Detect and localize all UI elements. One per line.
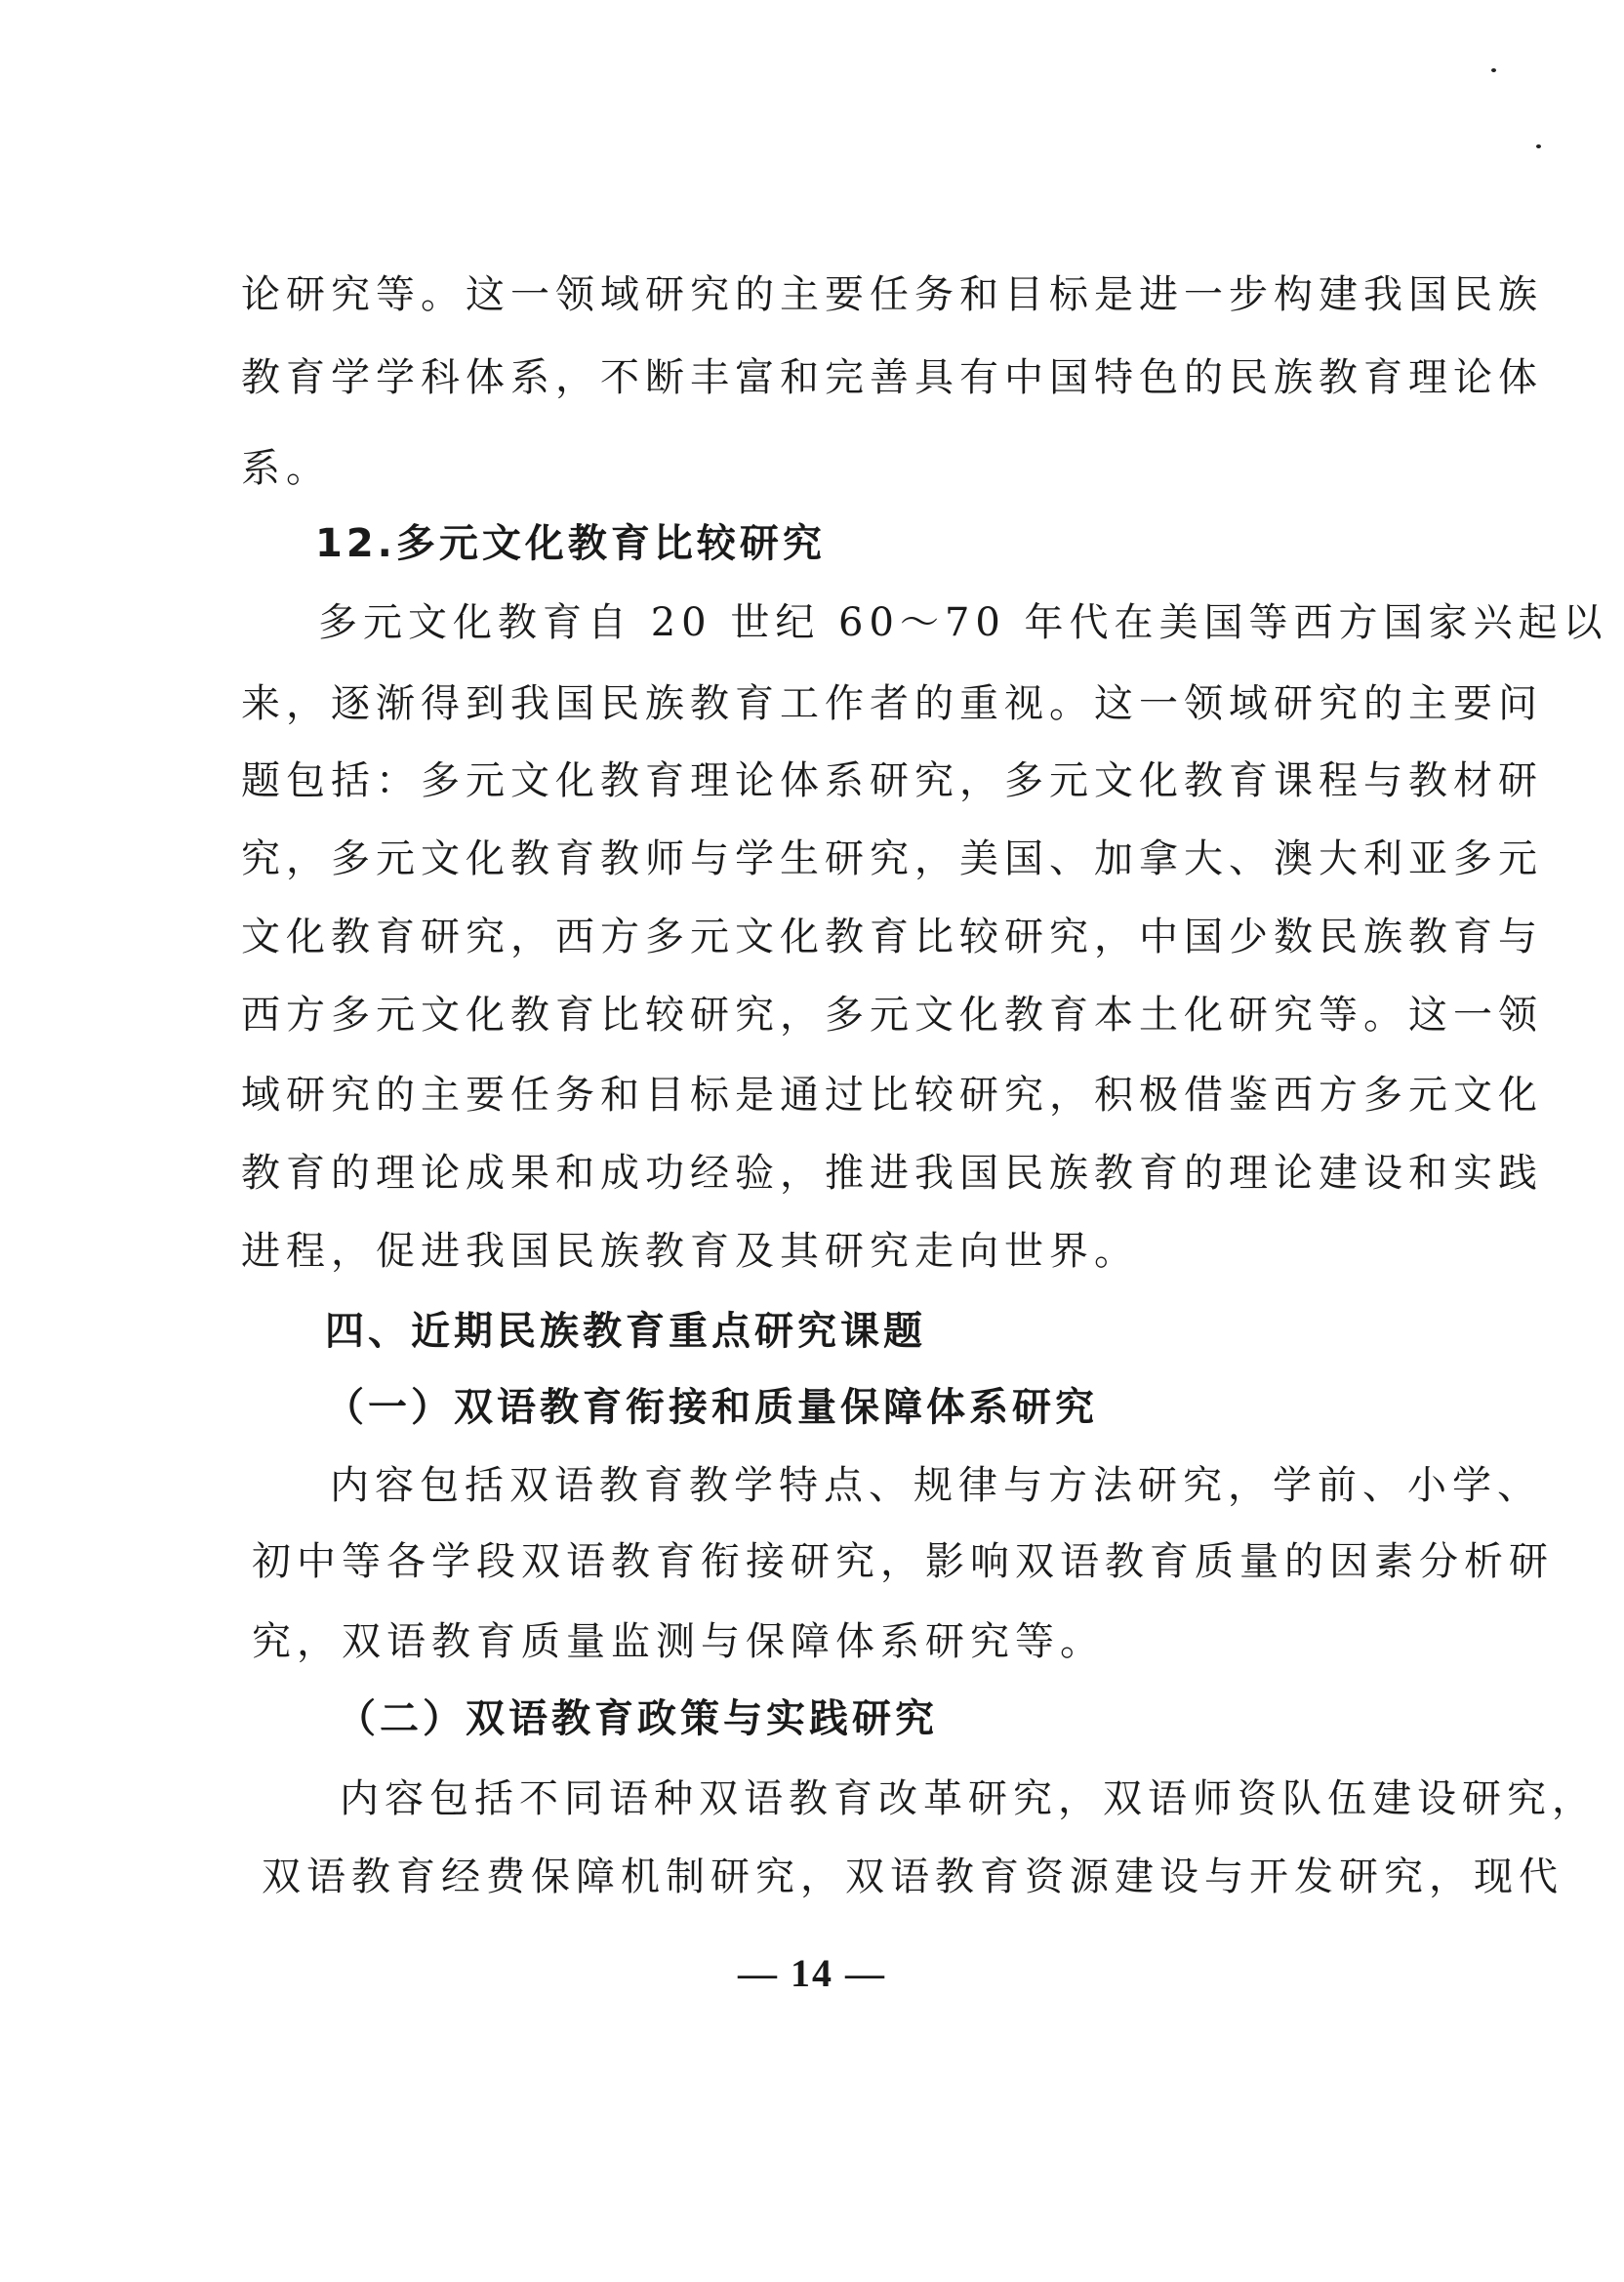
paragraph-line: 系。 — [241, 446, 331, 491]
paragraph-line: 多元文化教育自 20 世纪 60～70 年代在美国等西方国家兴起以 — [318, 600, 1608, 645]
paragraph-line: 教育的理论成果和成功经验，推进我国民族教育的理论建设和实践 — [241, 1151, 1543, 1196]
paragraph-line: 来，逐渐得到我国民族教育工作者的重视。这一领域研究的主要问 — [241, 681, 1543, 726]
paragraph-line: 初中等各学段双语教育衔接研究，影响双语教育质量的因素分析研 — [252, 1539, 1554, 1584]
paragraph-line: 究，双语教育质量监测与保障体系研究等。 — [252, 1619, 1105, 1664]
section-heading-4: 四、近期民族教育重点研究课题 — [325, 1309, 926, 1354]
subsection-heading-2: （二）双语教育政策与实践研究 — [337, 1696, 938, 1741]
paragraph-line: 内容包括双语教育教学特点、规律与方法研究，学前、小学、 — [330, 1463, 1542, 1508]
paragraph-line: 双语教育经费保障机制研究，双语教育资源建设与开发研究，现代 — [262, 1854, 1563, 1899]
paragraph-line: 西方多元文化教育比较研究，多元文化教育本土化研究等。这一领 — [241, 993, 1543, 1038]
paragraph-line: 究，多元文化教育教师与学生研究，美国、加拿大、澳大利亚多元 — [241, 836, 1543, 881]
section-heading-12: 12.多元文化教育比较研究 — [315, 521, 826, 566]
paragraph-line: 教育学学科体系，不断丰富和完善具有中国特色的民族教育理论体 — [241, 355, 1543, 400]
subsection-heading-1: （一）双语教育衔接和质量保障体系研究 — [325, 1385, 1098, 1430]
page-number: — 14 — — [738, 1951, 886, 1995]
paragraph-line: 进程，促进我国民族教育及其研究走向世界。 — [241, 1229, 1139, 1274]
paragraph-line: 域研究的主要任务和目标是通过比较研究，积极借鉴西方多元文化 — [241, 1073, 1543, 1118]
paragraph-line: 文化教育研究，西方多元文化教育比较研究，中国少数民族教育与 — [241, 915, 1543, 959]
paragraph-line: 题包括：多元文化教育理论体系研究，多元文化教育课程与教材研 — [241, 758, 1543, 803]
paragraph-line: 内容包括不同语种双语教育改革研究，双语师资队伍建设研究， — [340, 1776, 1597, 1821]
scan-speck — [1536, 144, 1541, 148]
paragraph-line: 论研究等。这一领域研究的主要任务和目标是进一步构建我国民族 — [241, 272, 1543, 317]
scan-speck — [1491, 68, 1496, 72]
